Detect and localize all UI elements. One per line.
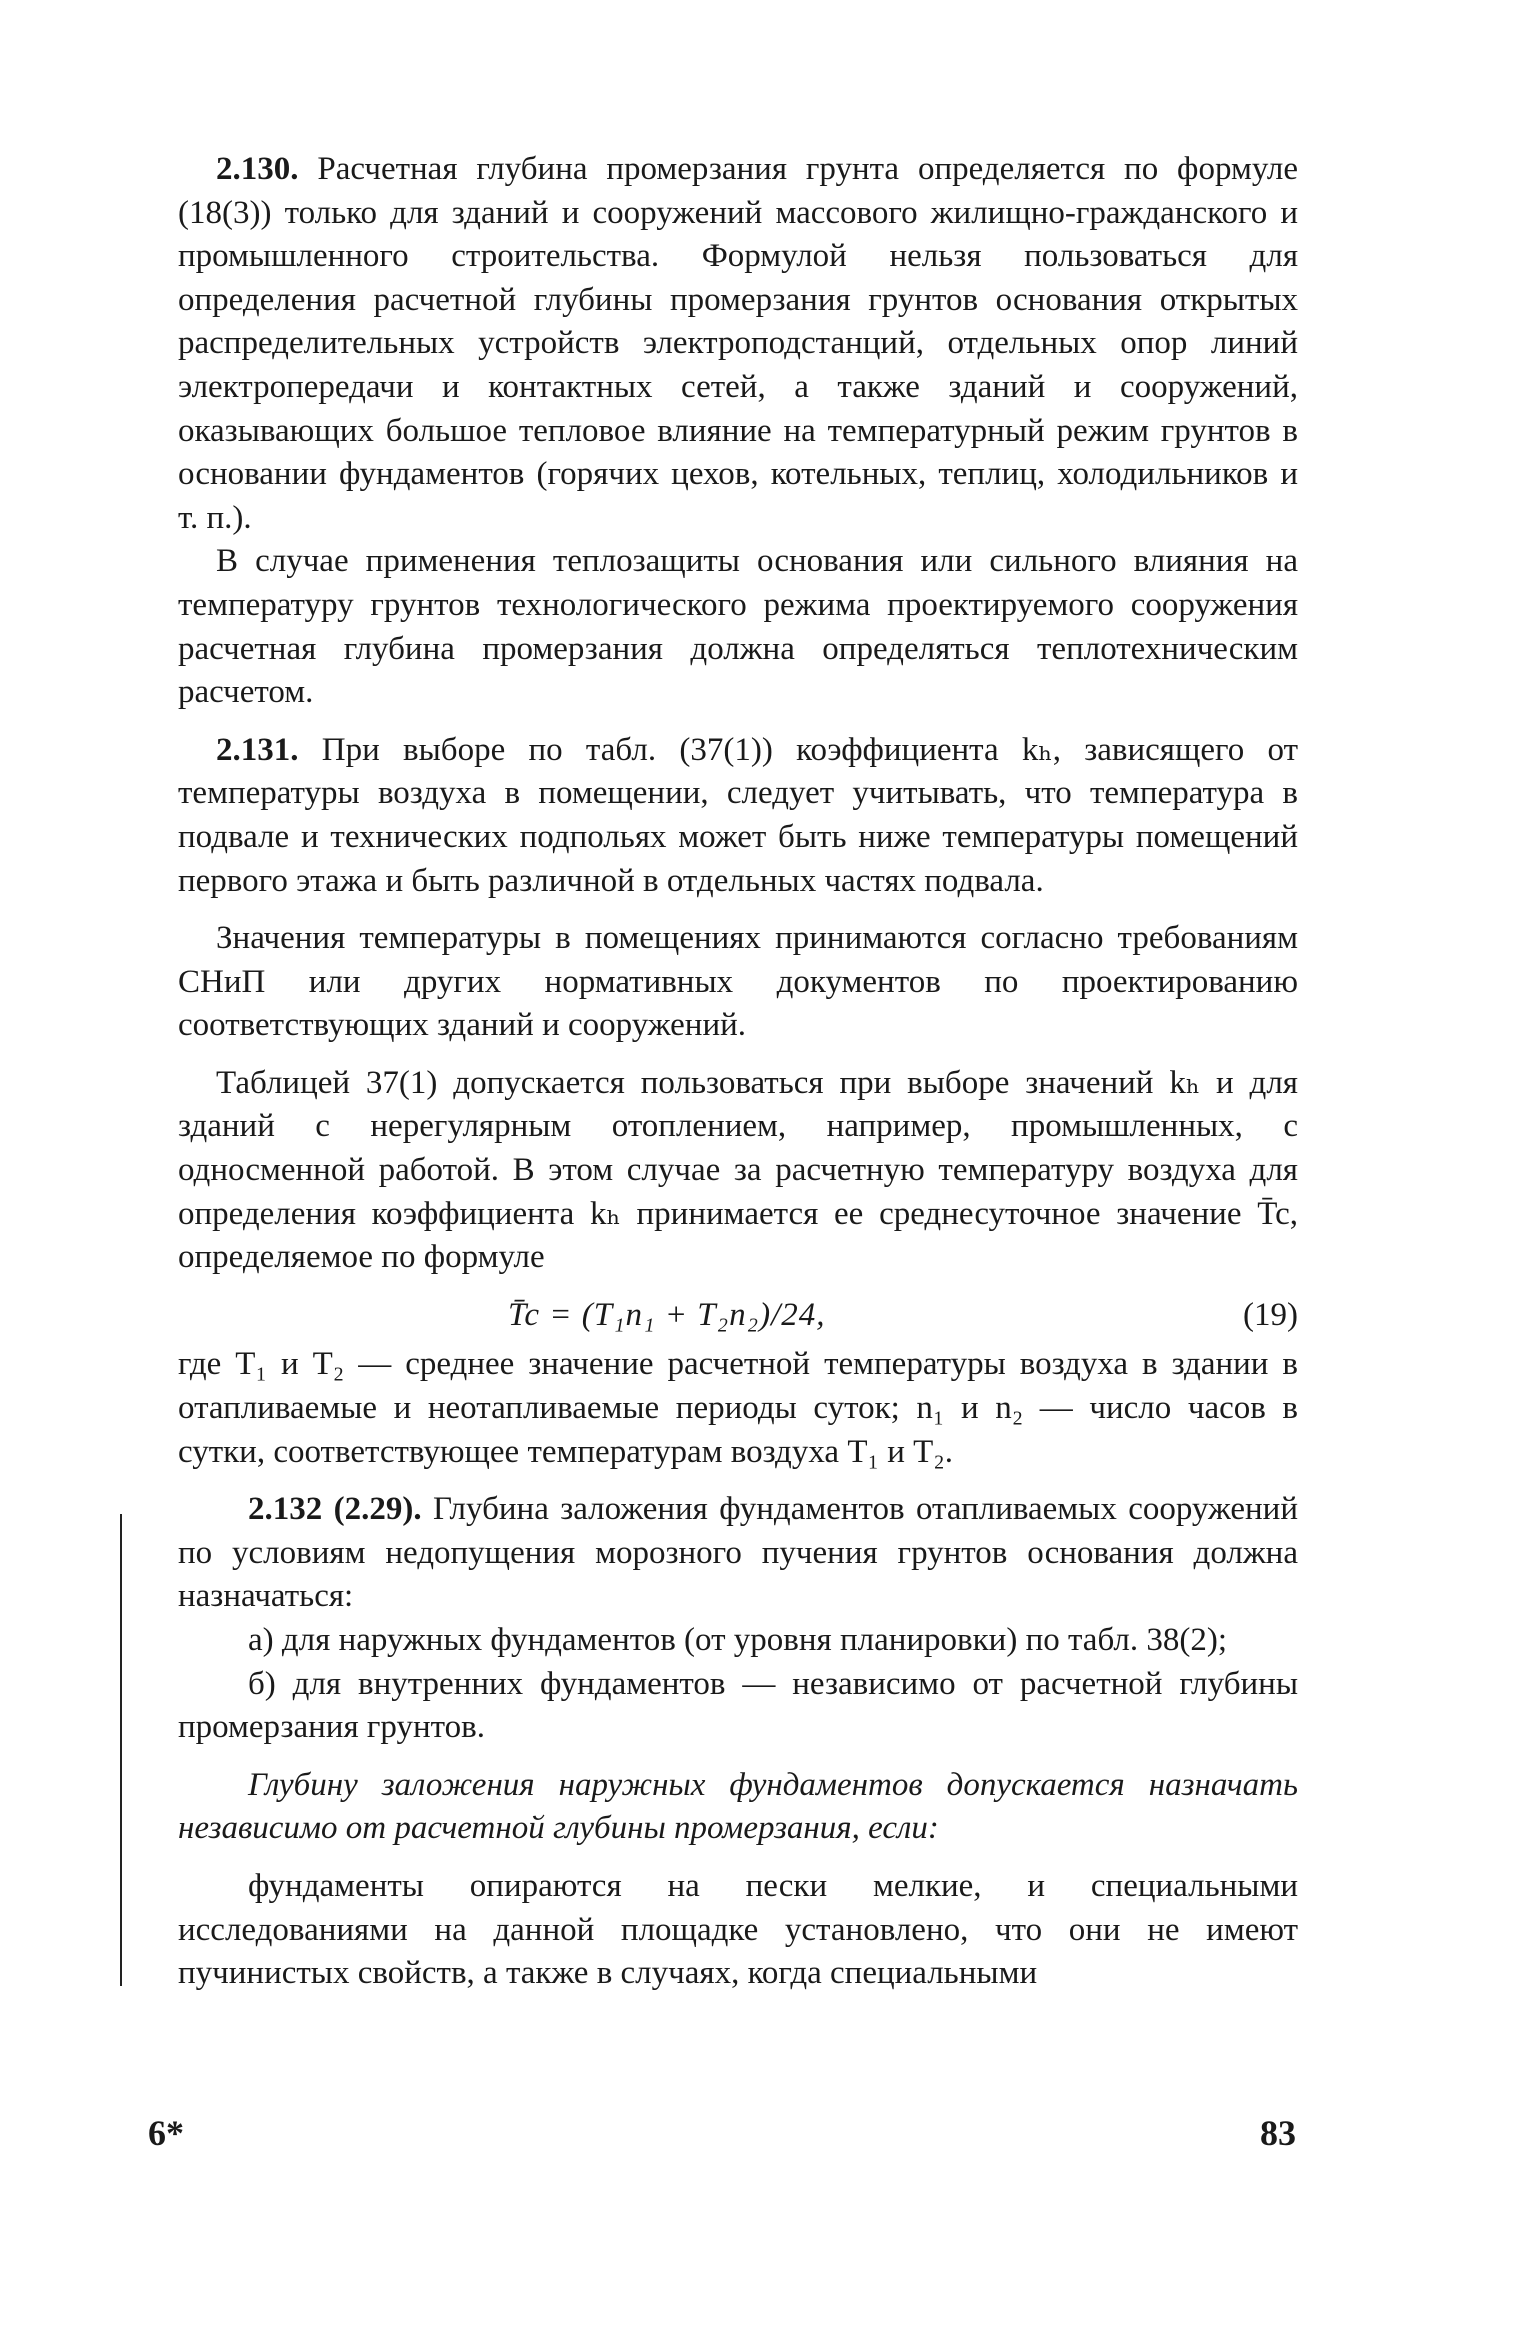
body-text	[178, 148, 1298, 1996]
formula-line	[178, 1294, 1298, 1338]
clause-number: 2.130.	[216, 151, 299, 187]
page-number: 83	[1260, 2113, 1296, 2153]
paragraph-2-131	[178, 729, 1298, 903]
paragraph-text: Расчетная глубина промерзания грунта определяется по формуле (18(3)) только для зданий и сооружений массового жилищно-гражданского и промышленного строительства. Формулой нельзя пользоваться для определения расчетной глубины промерзания грунтов основания открытых распределительных устройств электроподстанций, отдельных опор линий электропередачи и контактных сетей, а также зданий и сооружений, оказывающих большое тепловое влияние на температурный режим грунтов в основании фундаментов (горячих цехов, котельных, теплиц, холодильников и т. п.).	[178, 151, 1298, 536]
paragraph	[178, 1062, 1298, 1280]
paragraph-2-130	[178, 148, 1298, 540]
section-2-132	[156, 1488, 1298, 1996]
paragraph-text: Таблицей 37(1) допускается пользоваться при выборе значений kₕ и для зданий с нерегулярным отоплением, например, промышленных, с односменной работой. В этом случае за расчетную температуру воздуха для определения коэффициента kₕ принимается ее среднесуточное значение T̄c, определяемое по формуле	[178, 1064, 1298, 1276]
formula-number: (19)	[1243, 1296, 1298, 1333]
paragraph-text: а) для наружных фундаментов (от уровня планировки) по табл. 38(2);	[248, 1622, 1228, 1658]
formula-expression: T̄c = (T₁n₁ + T₂n₂)/24,	[508, 1296, 826, 1333]
italic-paragraph	[178, 1764, 1298, 1851]
paragraph-text: б) для внутренних фундаментов — независимо от расчетной глубины промерзания грунтов.	[178, 1665, 1298, 1746]
clause-number: 2.132 (2.29).	[248, 1491, 422, 1528]
paragraph-text: Глубину заложения наружных фундаментов допускается назначать независимо от расчетной глубины промерзания, если:	[178, 1766, 1298, 1847]
paragraph	[178, 540, 1298, 714]
paragraph-text: В случае применения теплозащиты основания или сильного влияния на температуру грунтов технологического режима проектируемого сооружения расчетная глубина промерзания должна определяться теплотехническим расчетом.	[178, 543, 1298, 711]
paragraph-2-132	[178, 1488, 1298, 1619]
paragraph-text: где T₁ и T₂ — среднее значение расчетной температуры воздуха в здании в отапливаемые и неотапливаемые периоды суток; n₁ и n₂ — число часов в сутки, соответствующее температурам воздуха T₁ и T₂.	[178, 1346, 1298, 1470]
where-explanation	[178, 1343, 1298, 1474]
signature-mark: 6*	[148, 2113, 184, 2153]
paragraph	[178, 917, 1298, 1048]
paragraph	[178, 1865, 1298, 1996]
paragraph-text: При выборе по табл. (37(1)) коэффициента kₕ, зависящего от температуры воздуха в помещении, следует учитывать, что температура в подвале и технических подпольях может быть ниже температуры помещений первого этажа и быть различной в отдельных частях подвала.	[178, 731, 1298, 899]
list-item-b	[178, 1663, 1298, 1750]
paragraph-text: фундаменты опираются на пески мелкие, и специальными исследованиями на данной площадке установлено, что они не имеют пучинистых свойств, а также в случаях, когда специальными	[178, 1867, 1298, 1992]
paragraph-text: Значения температуры в помещениях принимаются согласно требованиям СНиП или других нормативных документов по проектированию соответствующих зданий и сооружений.	[178, 920, 1298, 1044]
change-bar	[120, 1514, 122, 1986]
paragraph-text: Глубина заложения фундаментов отапливаемых сооружений по условиям недопущения морозного пучения грунтов основания должна назначаться:	[178, 1491, 1298, 1615]
clause-number: 2.131.	[216, 731, 299, 768]
list-item-a	[178, 1619, 1298, 1663]
